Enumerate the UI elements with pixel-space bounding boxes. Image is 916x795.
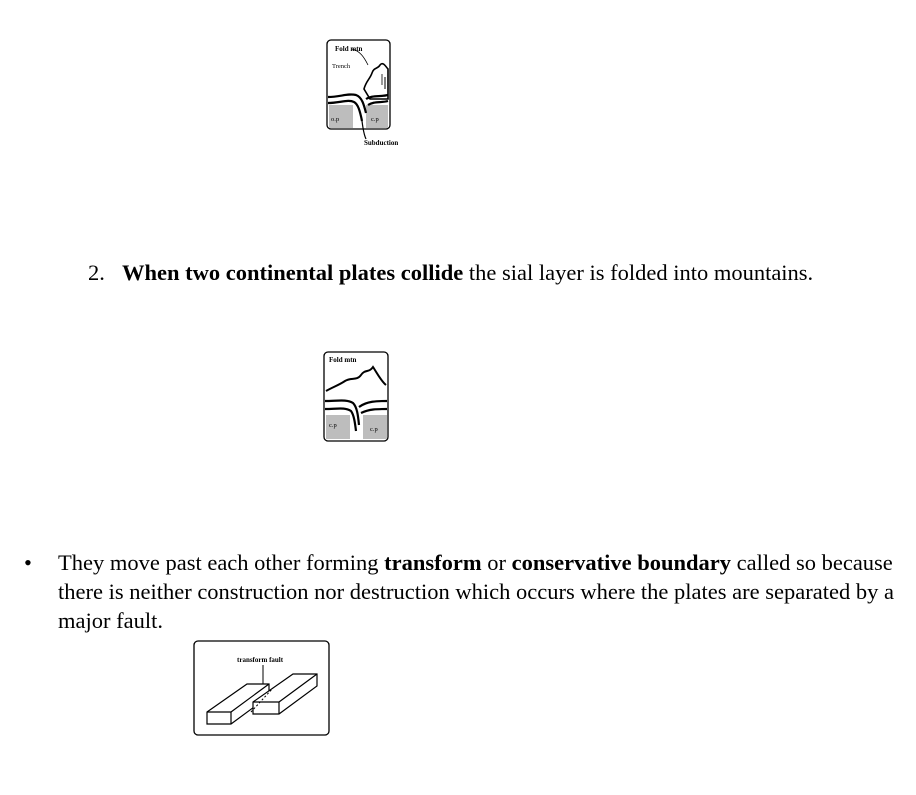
item-text-rest: the sial layer is folded into mountains. [463, 260, 814, 285]
bullet-text-1: They move past each other forming [58, 550, 385, 575]
label-continental-plate-1: c.p [371, 116, 379, 123]
label-transform-fault: transform fault [237, 656, 284, 664]
figure-transform-fault [193, 640, 333, 738]
list-item-continental-collision [88, 258, 848, 287]
bullet-text-3: called so because there is neither construction nor destruction which occurs where the plates are separated by a major fault. [58, 550, 894, 633]
bold-phrase-collide: When two continental plates collide [122, 260, 464, 285]
label-subduction: Subduction [364, 139, 398, 147]
subduction-diagram [326, 39, 398, 149]
figure-collision [323, 351, 391, 443]
list-item-text [122, 258, 848, 287]
collision-diagram [323, 351, 391, 443]
figure-subduction [326, 39, 398, 149]
transform-fault-diagram [193, 640, 333, 738]
label-continental-plate-right: c.p [370, 426, 378, 433]
bullet-text-2: or [481, 550, 512, 575]
bold-transform: transform [384, 550, 482, 575]
label-trench: Trench [332, 63, 351, 70]
label-fold-mtn-1: Fold mtn [335, 45, 363, 53]
bold-conservative-boundary: conservative boundary [511, 550, 731, 575]
label-continental-plate-left: c.p [329, 422, 337, 429]
list-number: 2. [88, 260, 105, 285]
bullet-text [58, 548, 904, 635]
label-fold-mtn-2: Fold mtn [329, 356, 357, 364]
bullet-marker: • [24, 550, 32, 575]
label-ocean-plate: o.p [331, 116, 340, 123]
bullet-transform-boundary [24, 548, 904, 635]
